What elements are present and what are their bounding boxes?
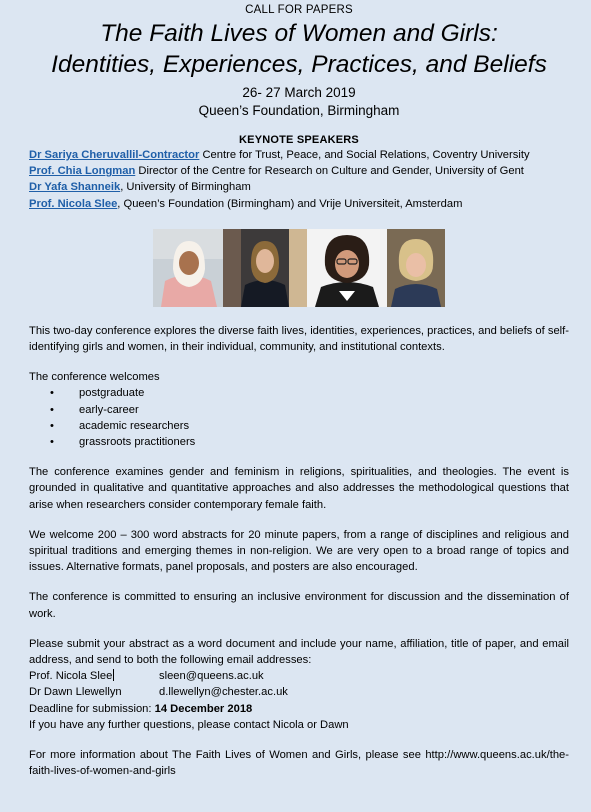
title-line-2: Identities, Experiences, Practices, and Beliefs: [51, 51, 547, 78]
more-info-paragraph: For more information about The Faith Lives of Women and Girls, please see http://www.queens.ac.uk/the-faith-lives-of-women-and-girls: [29, 749, 569, 778]
speaker-affiliation: , Queen’s Foundation (Birmingham) and Vrije Universiteit, Amsterdam: [117, 197, 463, 210]
speaker-photo-3: [307, 229, 387, 307]
speaker-photo-1: [153, 229, 223, 307]
contact-row: [29, 684, 569, 700]
speaker-photo-4: [387, 229, 445, 307]
list-item: • postgraduate: [62, 385, 569, 401]
questions-line: If you have any further questions, please contact Nicola or Dawn: [29, 718, 349, 731]
inclusive-paragraph: The conference is committed to ensuring an inclusive environment for discussion and the dissemination of work.: [29, 591, 569, 620]
contact-name: [29, 668, 159, 684]
deadline-line: [29, 701, 569, 717]
speaker-photos: [29, 229, 569, 307]
welcomes-lead: The conference welcomes: [29, 371, 160, 384]
keynote-heading: KEYNOTE SPEAKERS: [239, 134, 359, 146]
intro-paragraph: This two-day conference explores the diverse faith lives, identities, experiences, practices, and beliefs of self-identifying girls and women, in their individual, community, and institutional contexts.: [29, 324, 569, 354]
submit-paragraph: Please submit your abstract as a word document and include your name, affiliation, title of paper, and email address, and send to both the following email addresses:: [29, 637, 569, 667]
event-venue: Queen’s Foundation, Birmingham: [198, 103, 400, 118]
event-dates: 26- 27 March 2019: [242, 85, 356, 100]
speaker-link[interactable]: Dr Sariya Cheruvallil-Contractor: [29, 149, 200, 161]
keynote-speaker: [29, 147, 569, 163]
speaker-photo-2: [223, 229, 307, 307]
deadline-date: 14 December 2018: [154, 702, 253, 715]
speaker-link[interactable]: Prof. Chia Longman: [29, 165, 136, 178]
keynote-speaker: [29, 163, 569, 179]
speaker-link[interactable]: Dr Yafa Shanneik: [29, 181, 121, 194]
speaker-affiliation: Director of the Centre for Research on Culture and Gender, University of Gent: [135, 165, 524, 178]
call-label: CALL FOR PAPERS: [245, 4, 353, 16]
title-line-1: The Faith Lives of Women and Girls:: [100, 20, 498, 47]
keynote-speaker: [29, 196, 569, 212]
contact-name-text: Prof. Nicola Slee: [29, 670, 113, 683]
list-item: • grassroots practitioners: [62, 434, 569, 450]
keynote-list: [29, 147, 569, 212]
body-text: [29, 323, 569, 780]
keynote-speaker: [29, 179, 569, 195]
text-cursor: [113, 669, 114, 681]
deadline-label: Deadline for submission:: [29, 702, 155, 715]
examines-paragraph: The conference examines gender and feminism in religions, spiritualities, and theologies. The event is grounded in qualitative and quantitative approaches and also addresses the methodological questions that arise when researchers consider contemporary female faith.: [29, 466, 569, 511]
audience-list: [29, 385, 569, 450]
speaker-affiliation: Centre for Trust, Peace, and Social Relations, Coventry University: [199, 149, 530, 161]
speaker-link[interactable]: Prof. Nicola Slee: [29, 197, 118, 210]
contact-email[interactable]: d.llewellyn@chester.ac.uk: [159, 686, 288, 699]
list-item: • early-career: [62, 402, 569, 418]
contact-name: Dr Dawn Llewellyn: [29, 686, 122, 699]
abstracts-paragraph: We welcome 200 – 300 word abstracts for 20 minute papers, from a range of disciplines and religious and spiritual traditions and emerging themes in non-religion. We are very open to a broad range of topics and issues. Alternative formats, panel proposals, and posters are also encouraged.: [29, 528, 569, 574]
contact-email[interactable]: sleen@queens.ac.uk: [159, 670, 264, 683]
list-item: • academic researchers: [62, 418, 569, 434]
contact-emails: [29, 668, 569, 700]
contact-row: [29, 668, 569, 684]
speaker-affiliation: , University of Birmingham: [120, 181, 251, 194]
